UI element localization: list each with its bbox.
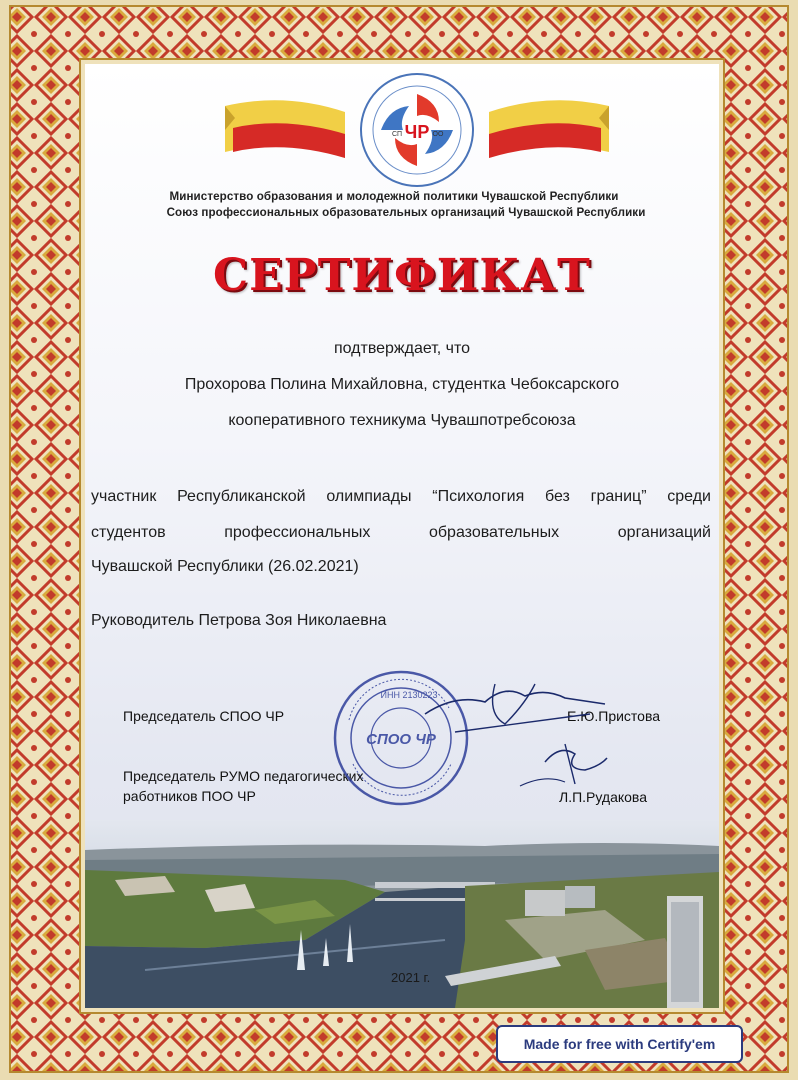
emblem-logo bbox=[225, 72, 609, 188]
certificate-paper bbox=[85, 64, 719, 1008]
chair1-name: Е.Ю.Пристова bbox=[567, 708, 661, 724]
handwritten-signatures bbox=[415, 674, 615, 804]
participation-line-1: участник Республиканской олимпиады “Психология без границ” среди bbox=[91, 488, 711, 505]
chair1-title: Председатель СПОО ЧР bbox=[123, 708, 285, 724]
emblem-left-text: СП bbox=[391, 131, 403, 138]
certificate-year: 2021 г. bbox=[391, 970, 431, 985]
participation-line-2: студентов профессиональных образовательных организаций bbox=[91, 524, 711, 541]
chair2-title-line-2: работников ПОО ЧР bbox=[123, 788, 256, 804]
confirms-text: подтверждает, что bbox=[333, 340, 471, 357]
org-line-ministry: Министерство образования и молодежной политики Чувашской Республики bbox=[169, 190, 619, 203]
stamp-center-text: СПОО ЧР bbox=[366, 731, 436, 748]
supervisor-line: Руководитель Петрова Зоя Николаевна bbox=[91, 612, 387, 629]
recipient-line-2: кооперативного техникума Чувашпотребсоюза bbox=[228, 412, 576, 429]
stamp-inn-text: ИНН 2130223 bbox=[380, 690, 438, 700]
certifyem-badge[interactable]: Made for free with Certify'em bbox=[496, 1025, 743, 1063]
chair2-name: Л.П.Рудакова bbox=[559, 789, 647, 805]
org-line-union: Союз профессиональных образовательных организаций Чувашской Республики bbox=[166, 206, 646, 219]
chair2-title-line-1: Председатель РУМО педагогических bbox=[123, 768, 364, 784]
emblem-text: ЧР bbox=[404, 122, 430, 142]
certificate-title: СЕРТИФИКАТ bbox=[213, 250, 591, 301]
emblem-right-text: ОО bbox=[432, 131, 444, 138]
recipient-line-1: Прохорова Полина Михайловна, студентка Чебоксарского bbox=[184, 376, 620, 393]
participation-line-3: Чувашской Республики (26.02.2021) bbox=[91, 558, 359, 575]
